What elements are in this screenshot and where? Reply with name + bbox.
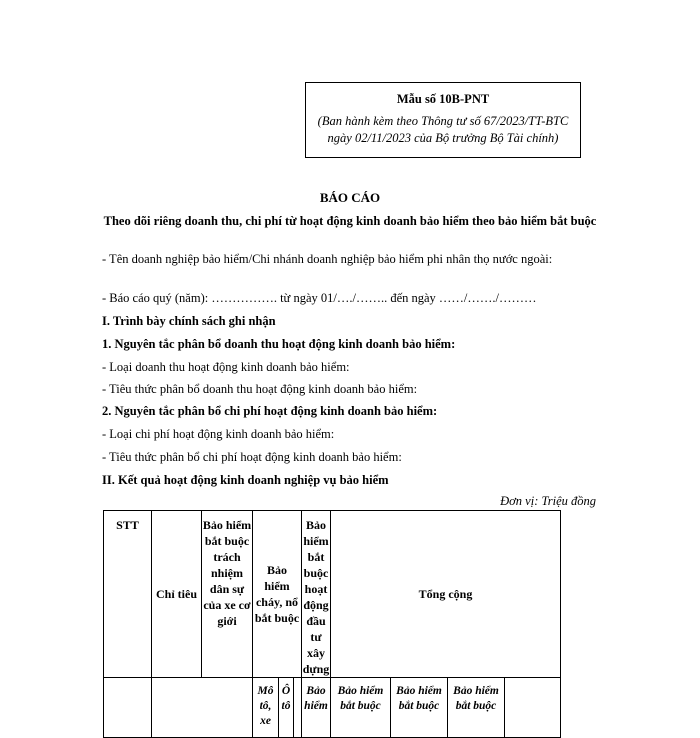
section-1-1-heading: 1. Nguyên tắc phân bổ doanh thu hoạt động kinh doanh bảo hiểm: [102,337,456,351]
unit-label: Đơn vị: Triệu đồng [500,494,596,508]
form-reference: (Ban hành kèm theo Thông tư số 67/2023/TT-BTC ngày 02/11/2023 của Bộ trưởng Bộ Tài chính) [317,114,569,145]
subheader-total-4 [505,678,561,738]
form-code: Mẫu số 10B-PNT [396,92,490,106]
subheader-total-3: Bảo hiểm bắt buộc [448,678,505,738]
header-total: Tổng cộng [331,511,561,678]
section-1-heading: I. Trình bày chính sách ghi nhận [102,314,276,328]
subheader-bao-hiem: Bảo hiểm [302,678,331,738]
subheader-oto: Ô tô [279,678,294,738]
subheader-moto: Mô tô, xe [253,678,279,738]
section-2-heading: II. Kết quả hoạt động kinh doanh nghiệp vụ bảo hiểm [102,473,389,487]
subheader-blank [294,678,302,738]
cost-type-line: - Loại chi phí hoạt động kinh doanh bảo hiểm: [102,427,335,441]
header-construction-insurance: Bảo hiểm bắt buộc hoạt động đầu tư xây dựng [302,511,331,678]
subheader-stt-cell [104,678,152,738]
header-stt: STT [104,511,152,678]
report-title: BÁO CÁO [319,190,381,205]
form-code-box [305,82,581,158]
revenue-criteria-line: - Tiêu thức phân bổ doanh thu hoạt động kinh doanh bảo hiểm: [102,382,418,396]
subheader-total-2: Bảo hiểm bắt buộc [391,678,448,738]
section-1-2-heading: 2. Nguyên tắc phân bổ chi phí hoạt động kinh doanh bảo hiểm: [102,404,438,418]
header-motor-insurance: Bảo hiểm bắt buộc trách nhiệm dân sự của xe cơ giới [202,511,253,678]
revenue-type-line: - Loại doanh thu hoạt động kinh doanh bảo hiểm: [102,360,350,374]
subheader-total-1: Bảo hiểm bắt buộc [331,678,391,738]
header-chi-tieu: Chỉ tiêu [152,511,202,678]
header-fire-insurance: Bảo hiểm cháy, nổ bắt buộc [253,511,302,678]
company-name-line: - Tên doanh nghiệp bảo hiểm/Chi nhánh doanh nghiệp bảo hiểm phi nhân thọ nước ngoài: [102,252,553,266]
cost-criteria-line: - Tiêu thức phân bổ chi phí hoạt động kinh doanh bảo hiểm: [102,450,402,464]
report-period-line: - Báo cáo quý (năm): ……………. từ ngày 01/…./…….. đến ngày ……/……./……… [102,291,537,305]
report-subtitle: Theo dõi riêng doanh thu, chi phí từ hoạt động kinh doanh bảo hiểm theo bảo hiểm bắt buộc [103,214,597,228]
results-table [103,510,561,738]
subheader-chi-tieu-cell [152,678,253,738]
